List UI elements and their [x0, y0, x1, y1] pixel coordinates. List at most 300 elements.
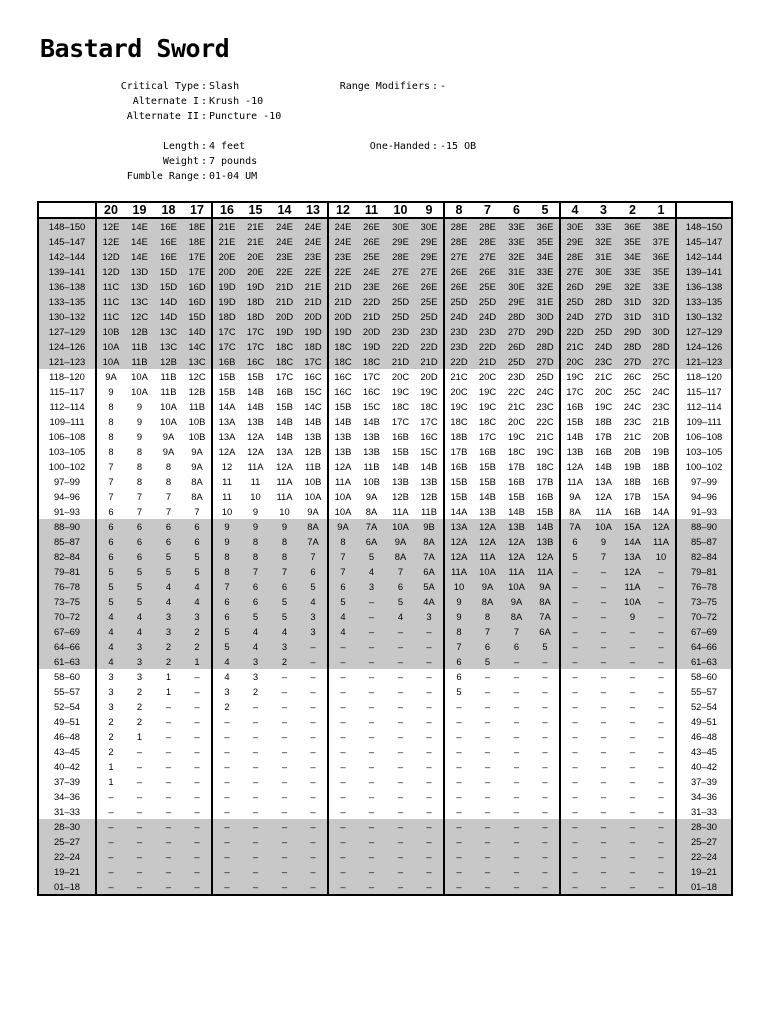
result-cell: 16D	[183, 279, 212, 294]
result-cell: –	[513, 761, 520, 772]
result-cell: 13C	[154, 339, 183, 354]
result-cell: –	[560, 774, 589, 789]
result-cell: 21E	[241, 218, 270, 234]
result-cell: 12B	[154, 354, 183, 369]
row-range-right: 88–90	[676, 519, 732, 534]
result-cell: –	[560, 729, 589, 744]
result-cell: 20D	[420, 371, 438, 382]
table-row	[38, 624, 732, 639]
result-cell: 7	[473, 624, 502, 639]
result-cell: 21C	[623, 431, 642, 442]
result-cell: 8	[96, 414, 125, 429]
result-cell: –	[618, 834, 647, 849]
length-label: Length	[162, 141, 199, 152]
result-cell: –	[415, 864, 444, 879]
result-cell: 12D	[96, 249, 125, 264]
result-cell: –	[618, 864, 647, 879]
result-cell: 25D	[386, 294, 415, 309]
result-cell: 6	[473, 639, 502, 654]
result-cell: 17C	[560, 384, 589, 399]
result-cell: –	[194, 761, 200, 772]
result-cell: 23D	[507, 371, 526, 382]
result-cell: –	[647, 564, 676, 579]
row-range-left: 37–39	[38, 774, 96, 789]
result-cell: 28D	[589, 294, 618, 309]
result-cell: –	[310, 686, 316, 697]
result-cell: 25D	[589, 324, 618, 339]
result-cell: –	[658, 686, 664, 697]
result-cell: 6	[328, 579, 357, 594]
result-cell: 1	[96, 774, 125, 789]
result-cell: –	[542, 806, 548, 817]
result-cell: 18C	[507, 446, 526, 457]
result-cell: –	[513, 806, 520, 817]
weight-value: 7 pounds	[209, 156, 258, 167]
result-cell: 30E	[589, 264, 618, 279]
result-cell: –	[415, 879, 444, 895]
result-cell: –	[368, 791, 375, 802]
table-row	[38, 234, 732, 249]
result-cell: 28D	[647, 339, 676, 354]
result-cell: –	[212, 744, 241, 759]
result-cell: –	[444, 834, 473, 849]
result-cell: –	[125, 879, 154, 895]
result-cell: –	[618, 879, 647, 895]
result-cell: –	[542, 701, 548, 712]
result-cell: 9	[96, 384, 125, 399]
result-cell: 12A	[444, 549, 473, 564]
result-cell: 11A	[392, 506, 409, 517]
result-cell: 15D	[183, 309, 212, 324]
result-cell: 27E	[560, 264, 589, 279]
result-cell: –	[589, 624, 618, 639]
result-cell: 8	[270, 549, 299, 564]
alternate-1-row: Alternate I : Krush -10	[100, 96, 263, 108]
result-cell: 6	[560, 534, 589, 549]
result-cell: –	[560, 804, 589, 819]
result-cell: 6	[502, 639, 531, 654]
result-cell: 24D	[473, 309, 502, 324]
row-range-left: 34–36	[38, 789, 96, 804]
result-cell: 16B	[624, 506, 641, 517]
weight-row: Weight : 7 pounds	[100, 156, 257, 168]
result-cell: 15D	[154, 279, 183, 294]
table-row	[38, 579, 732, 594]
result-cell: 25D	[560, 294, 589, 309]
result-cell: 35E	[618, 234, 647, 249]
result-cell: 7	[165, 491, 172, 502]
row-range-left: 118–120	[38, 369, 96, 384]
result-cell: 10A	[386, 519, 415, 534]
result-cell: 25D	[444, 294, 473, 309]
result-cell: 5	[531, 639, 560, 654]
result-cell: 7	[299, 549, 328, 564]
result-cell: –	[589, 579, 618, 594]
row-range-left: 127–129	[38, 324, 96, 339]
result-cell: –	[560, 849, 589, 864]
result-cell: 4	[125, 624, 154, 639]
result-cell: –	[629, 761, 636, 772]
result-cell: –	[473, 879, 502, 895]
row-range-left: 133–135	[38, 294, 96, 309]
result-cell: 5	[473, 654, 502, 669]
result-cell: 11A	[502, 564, 531, 579]
header-corner-left	[38, 202, 96, 218]
result-cell: –	[560, 759, 589, 774]
row-range-left: 55–57	[38, 684, 96, 699]
result-cell: –	[647, 594, 676, 609]
result-cell: 12E	[96, 218, 125, 234]
result-cell: 17B	[624, 491, 641, 502]
result-cell: 19B	[624, 461, 641, 472]
result-cell: –	[658, 776, 664, 787]
length-row: Length : 4 feet	[100, 141, 245, 153]
column-header: 3	[589, 202, 618, 218]
result-cell: 18B	[444, 429, 473, 444]
column-header: 7	[473, 202, 502, 218]
result-cell: 27E	[386, 264, 415, 279]
result-cell: 9A	[191, 461, 203, 472]
result-cell: 10A	[328, 489, 357, 504]
result-cell: 29E	[589, 279, 618, 294]
result-cell: 11B	[125, 339, 154, 354]
result-cell: 11A	[444, 564, 473, 579]
result-cell: 21D	[473, 354, 502, 369]
row-range-right: 91–93	[676, 504, 732, 519]
result-cell: 17E	[183, 249, 212, 264]
result-cell: 8A	[560, 504, 589, 519]
result-cell: –	[328, 744, 357, 759]
result-cell: 23E	[270, 249, 299, 264]
result-cell: 9	[444, 609, 473, 624]
table-row	[38, 879, 732, 895]
result-cell: 29E	[415, 234, 444, 249]
result-cell: –	[513, 671, 520, 682]
result-cell: –	[484, 701, 491, 712]
result-cell: 16B	[652, 476, 670, 487]
result-cell: 4	[125, 609, 154, 624]
result-cell: 6A	[357, 534, 386, 549]
result-cell: 14A	[652, 506, 670, 517]
row-range-left: 43–45	[38, 744, 96, 759]
result-cell: –	[212, 864, 241, 879]
result-cell: 9A	[96, 369, 125, 384]
result-cell: –	[328, 834, 357, 849]
result-cell: –	[165, 746, 172, 757]
result-cell: 10	[250, 491, 261, 502]
result-cell: 17E	[183, 264, 212, 279]
row-range-left: 49–51	[38, 714, 96, 729]
result-cell: –	[299, 834, 328, 849]
result-cell: 33E	[502, 218, 531, 234]
result-cell: –	[310, 701, 316, 712]
result-cell: –	[560, 624, 589, 639]
result-cell: 6	[96, 504, 125, 519]
result-cell: 20B	[652, 431, 670, 442]
result-cell: 7	[270, 564, 299, 579]
result-cell: –	[310, 746, 316, 757]
result-cell: –	[252, 791, 259, 802]
result-cell: 10A	[160, 401, 177, 412]
result-cell: –	[484, 671, 491, 682]
result-cell: –	[212, 804, 241, 819]
result-cell: 9B	[415, 519, 444, 534]
result-cell: 16B	[392, 431, 409, 442]
result-cell: 2	[96, 714, 125, 729]
result-cell: 2	[183, 639, 212, 654]
result-cell: 14E	[125, 234, 154, 249]
result-cell: –	[96, 879, 125, 895]
result-cell: 19C	[420, 386, 438, 397]
result-cell: –	[281, 701, 288, 712]
result-cell: –	[629, 746, 636, 757]
result-cell: 31D	[618, 309, 647, 324]
table-header-row	[38, 202, 732, 218]
result-cell: 22E	[299, 264, 328, 279]
result-cell: –	[386, 654, 415, 669]
result-cell: 34E	[531, 249, 560, 264]
result-cell: –	[647, 849, 676, 864]
result-cell: 13C	[183, 354, 212, 369]
result-cell: 20C	[444, 384, 473, 399]
result-cell: 10B	[363, 476, 380, 487]
result-cell: 12B	[392, 491, 409, 502]
row-range-right: 112–114	[676, 399, 732, 414]
result-cell: 20C	[391, 371, 410, 382]
result-cell: –	[647, 879, 676, 895]
result-cell: –	[281, 671, 288, 682]
result-cell: 11	[250, 476, 261, 487]
result-cell: 20C	[478, 371, 497, 382]
result-cell: 8A	[191, 476, 203, 487]
result-cell: 8	[136, 446, 143, 457]
result-cell: 21D	[328, 279, 357, 294]
result-cell: 4	[212, 669, 241, 684]
result-cell: 23D	[386, 324, 415, 339]
row-range-left: 106–108	[38, 429, 96, 444]
result-cell: –	[473, 864, 502, 879]
result-cell: 28E	[444, 218, 473, 234]
result-cell: 19D	[270, 324, 299, 339]
result-cell: 29E	[502, 294, 531, 309]
row-range-left: 148–150	[38, 218, 96, 234]
result-cell: 4	[386, 609, 415, 624]
result-cell: –	[415, 654, 444, 669]
result-cell: 24E	[270, 218, 299, 234]
result-cell: –	[542, 791, 548, 802]
result-cell: 4	[96, 639, 125, 654]
result-cell: –	[513, 716, 520, 727]
result-cell: –	[368, 761, 375, 772]
result-cell: 6	[299, 564, 328, 579]
result-cell: 14D	[154, 309, 183, 324]
result-cell: 36E	[647, 249, 676, 264]
result-cell: 19B	[652, 446, 670, 457]
result-cell: –	[136, 806, 143, 817]
result-cell: 13A	[444, 519, 473, 534]
result-cell: 8A	[386, 549, 415, 564]
result-cell: 16B	[444, 459, 473, 474]
result-cell: 23C	[652, 401, 670, 412]
result-cell: –	[194, 671, 200, 682]
result-cell: –	[589, 654, 618, 669]
table-row	[38, 864, 732, 879]
result-cell: 11C	[96, 309, 125, 324]
result-cell: 9	[618, 609, 647, 624]
result-cell: –	[386, 834, 415, 849]
result-cell: –	[618, 849, 647, 864]
result-cell: 3	[96, 684, 125, 699]
result-cell: –	[444, 699, 473, 714]
result-cell: 20D	[328, 309, 357, 324]
result-cell: –	[560, 654, 589, 669]
result-cell: 12B	[125, 324, 154, 339]
result-cell: 21C	[594, 371, 613, 382]
result-cell: –	[560, 714, 589, 729]
result-cell: 15B	[536, 506, 554, 517]
result-cell: 11A	[328, 474, 357, 489]
result-cell: 5	[270, 594, 299, 609]
result-cell: 15A	[652, 491, 670, 502]
result-cell: –	[513, 776, 520, 787]
result-cell: 3	[154, 609, 183, 624]
result-cell: 22E	[328, 264, 357, 279]
result-cell: –	[165, 791, 172, 802]
table-row	[38, 489, 732, 504]
result-cell: 6	[444, 669, 473, 684]
result-cell: 18C	[357, 354, 386, 369]
result-cell: –	[647, 579, 676, 594]
result-cell: 7A	[299, 534, 328, 549]
result-cell: 12B	[304, 446, 322, 457]
result-cell: –	[560, 789, 589, 804]
result-cell: –	[357, 834, 386, 849]
result-cell: 16B	[536, 491, 554, 502]
row-range-right: 22–24	[676, 849, 732, 864]
table-row	[38, 519, 732, 534]
result-cell: 9A	[162, 431, 175, 442]
result-cell: 2	[212, 699, 241, 714]
result-cell: 28E	[473, 234, 502, 249]
table-row	[38, 669, 732, 684]
result-cell: –	[357, 849, 386, 864]
result-cell: 5	[154, 549, 183, 564]
result-cell: 14D	[154, 294, 183, 309]
row-range-left: 121–123	[38, 354, 96, 369]
result-cell: 4	[183, 579, 212, 594]
row-range-left: 01–18	[38, 879, 96, 895]
result-cell: 36E	[618, 218, 647, 234]
critical-type-value: Slash	[209, 81, 240, 92]
result-cell: –	[310, 716, 316, 727]
table-row	[38, 429, 732, 444]
result-cell: 13A	[212, 429, 241, 444]
result-cell: 5	[96, 579, 125, 594]
result-cell: 24C	[536, 386, 554, 397]
result-cell: –	[618, 819, 647, 834]
result-cell: –	[484, 776, 491, 787]
result-cell: –	[328, 714, 357, 729]
result-cell: 22D	[357, 294, 386, 309]
result-cell: –	[96, 819, 125, 834]
result-cell: 18C	[391, 401, 410, 412]
result-cell: 17C	[275, 371, 294, 382]
result-cell: 21D	[415, 354, 444, 369]
result-cell: 7	[502, 624, 531, 639]
result-cell: 8	[165, 461, 172, 472]
result-cell: 14B	[276, 431, 293, 442]
row-range-left: 79–81	[38, 564, 96, 579]
result-cell: 14E	[125, 249, 154, 264]
result-cell: 13D	[125, 279, 154, 294]
row-range-left: 124–126	[38, 339, 96, 354]
result-cell: –	[357, 609, 386, 624]
result-cell: –	[473, 819, 502, 834]
result-cell: 14C	[304, 401, 322, 412]
result-cell: 16B	[479, 446, 496, 457]
row-range-left: 139–141	[38, 264, 96, 279]
result-cell: –	[658, 761, 664, 772]
result-cell: 6	[241, 579, 270, 594]
result-cell: 25E	[415, 294, 444, 309]
result-cell: 15B	[276, 401, 293, 412]
row-range-right: 94–96	[676, 489, 732, 504]
result-cell: 30E	[386, 218, 415, 234]
result-cell: –	[647, 864, 676, 879]
result-cell: –	[531, 879, 560, 895]
row-range-left: 142–144	[38, 249, 96, 264]
result-cell: –	[386, 819, 415, 834]
result-cell: –	[212, 714, 241, 729]
result-cell: 13A	[212, 414, 241, 429]
row-range-right: 37–39	[676, 774, 732, 789]
result-cell: 10B	[304, 476, 322, 487]
result-cell: –	[542, 761, 548, 772]
result-cell: 16B	[595, 446, 612, 457]
result-cell: 24E	[299, 218, 328, 234]
result-cell: 18C	[328, 339, 357, 354]
result-cell: –	[368, 671, 375, 682]
table-row	[38, 384, 732, 399]
result-cell: 25D	[502, 354, 531, 369]
row-range-right: 100–102	[676, 459, 732, 474]
row-range-right: 115–117	[676, 384, 732, 399]
result-cell: 14B	[328, 414, 357, 429]
result-cell: 10A	[96, 354, 125, 369]
result-cell: –	[270, 849, 299, 864]
result-cell: 4	[299, 594, 328, 609]
result-cell: –	[426, 686, 432, 697]
result-cell: 17C	[478, 431, 497, 442]
result-cell: –	[618, 639, 647, 654]
result-cell: 9	[270, 519, 299, 534]
table-row	[38, 849, 732, 864]
result-cell: 23D	[473, 324, 502, 339]
column-header: 4	[560, 202, 589, 218]
result-cell: 24E	[357, 264, 386, 279]
table-row	[38, 834, 732, 849]
result-cell: 8	[96, 444, 125, 459]
result-cell: 12A	[531, 549, 560, 564]
result-cell: 9A	[365, 491, 378, 502]
result-cell: 14B	[508, 506, 525, 517]
result-cell: 13B	[328, 444, 357, 459]
result-cell: 7A	[357, 519, 386, 534]
result-cell: –	[444, 789, 473, 804]
result-cell: –	[600, 761, 607, 772]
result-cell: –	[444, 774, 473, 789]
result-cell: –	[647, 639, 676, 654]
